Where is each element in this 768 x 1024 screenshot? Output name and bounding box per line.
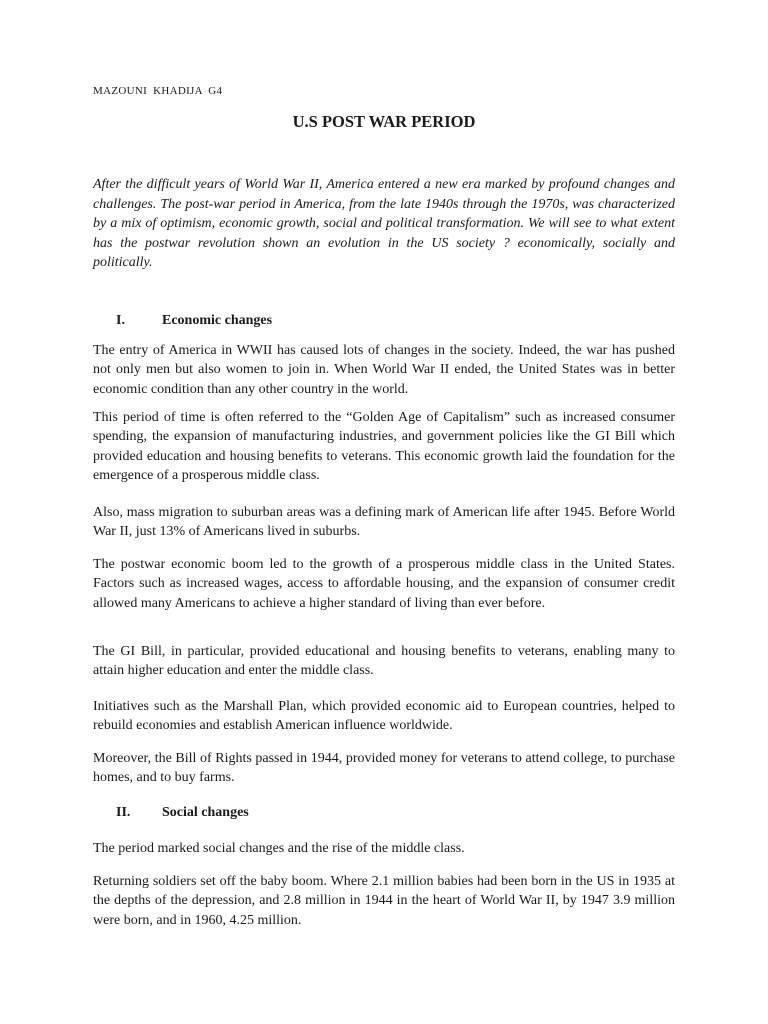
- section-number: I.: [116, 313, 125, 328]
- paragraph: Initiatives such as the Marshall Plan, which provided economic aid to European countries, helped to rebuild economies and establish American influence worldwide.: [93, 699, 675, 734]
- paragraph: The period marked social changes and the rise of the middle class.: [93, 841, 465, 856]
- paragraph: Returning soldiers set off the baby boom. Where 2.1 million babies had been born in the US in 1935 at the depths of the depression, and 2.8 million in 1944 in the heart of World War II, by 1947 3.9 million were born, and in 1960, 4.25 million.: [93, 874, 675, 928]
- document-title: U.S POST WAR PERIOD: [292, 112, 476, 131]
- intro-paragraph: After the difficult years of World War II, America entered a new era marked by profound changes and challenges. The post-war period in America, from the late 1940s through the 1970s, was characterized by a mix of optimism, economic growth, social and political transformation. We will see to what extent has the postwar revolution shown an evolution in the US society ? economically, socially and politically.: [93, 177, 675, 271]
- paragraph: The GI Bill, in particular, provided educational and housing benefits to veterans, enabling many to attain higher education and enter the middle class.: [93, 644, 675, 679]
- paragraph: Moreover, the Bill of Rights passed in 1944, provided money for veterans to attend college, to purchase homes, and to buy farms.: [93, 751, 675, 786]
- section-heading-economic: [116, 313, 272, 329]
- paragraph: The entry of America in WWII has caused lots of changes in the society. Indeed, the war has pushed not only men but also women to join in. When World War II ended, the United States was in better economic condition than any other country in the world.: [93, 343, 675, 397]
- section-number: II.: [116, 805, 131, 820]
- paragraph: The postwar economic boom led to the growth of a prosperous middle class in the United States. Factors such as increased wages, access to affordable housing, and the expansion of consumer credit allowed many Americans to achieve a higher standard of living than ever before.: [93, 557, 675, 611]
- paragraph: Also, mass migration to suburban areas was a defining mark of American life after 1945. Before World War II, just 13% of Americans lived in suburbs.: [93, 505, 675, 540]
- author-line: MAZOUNI KHADIJA G4: [93, 85, 223, 97]
- section-title: Social changes: [162, 805, 249, 820]
- section-title: Economic changes: [162, 313, 273, 328]
- paragraph: This period of time is often referred to the “Golden Age of Capitalism” such as increased consumer spending, the expansion of manufacturing industries, and government policies like the GI Bill which provided education and housing benefits to veterans. This economic growth laid the foundation for the emergence of a prosperous middle class.: [93, 410, 675, 484]
- section-heading-social: [116, 805, 249, 821]
